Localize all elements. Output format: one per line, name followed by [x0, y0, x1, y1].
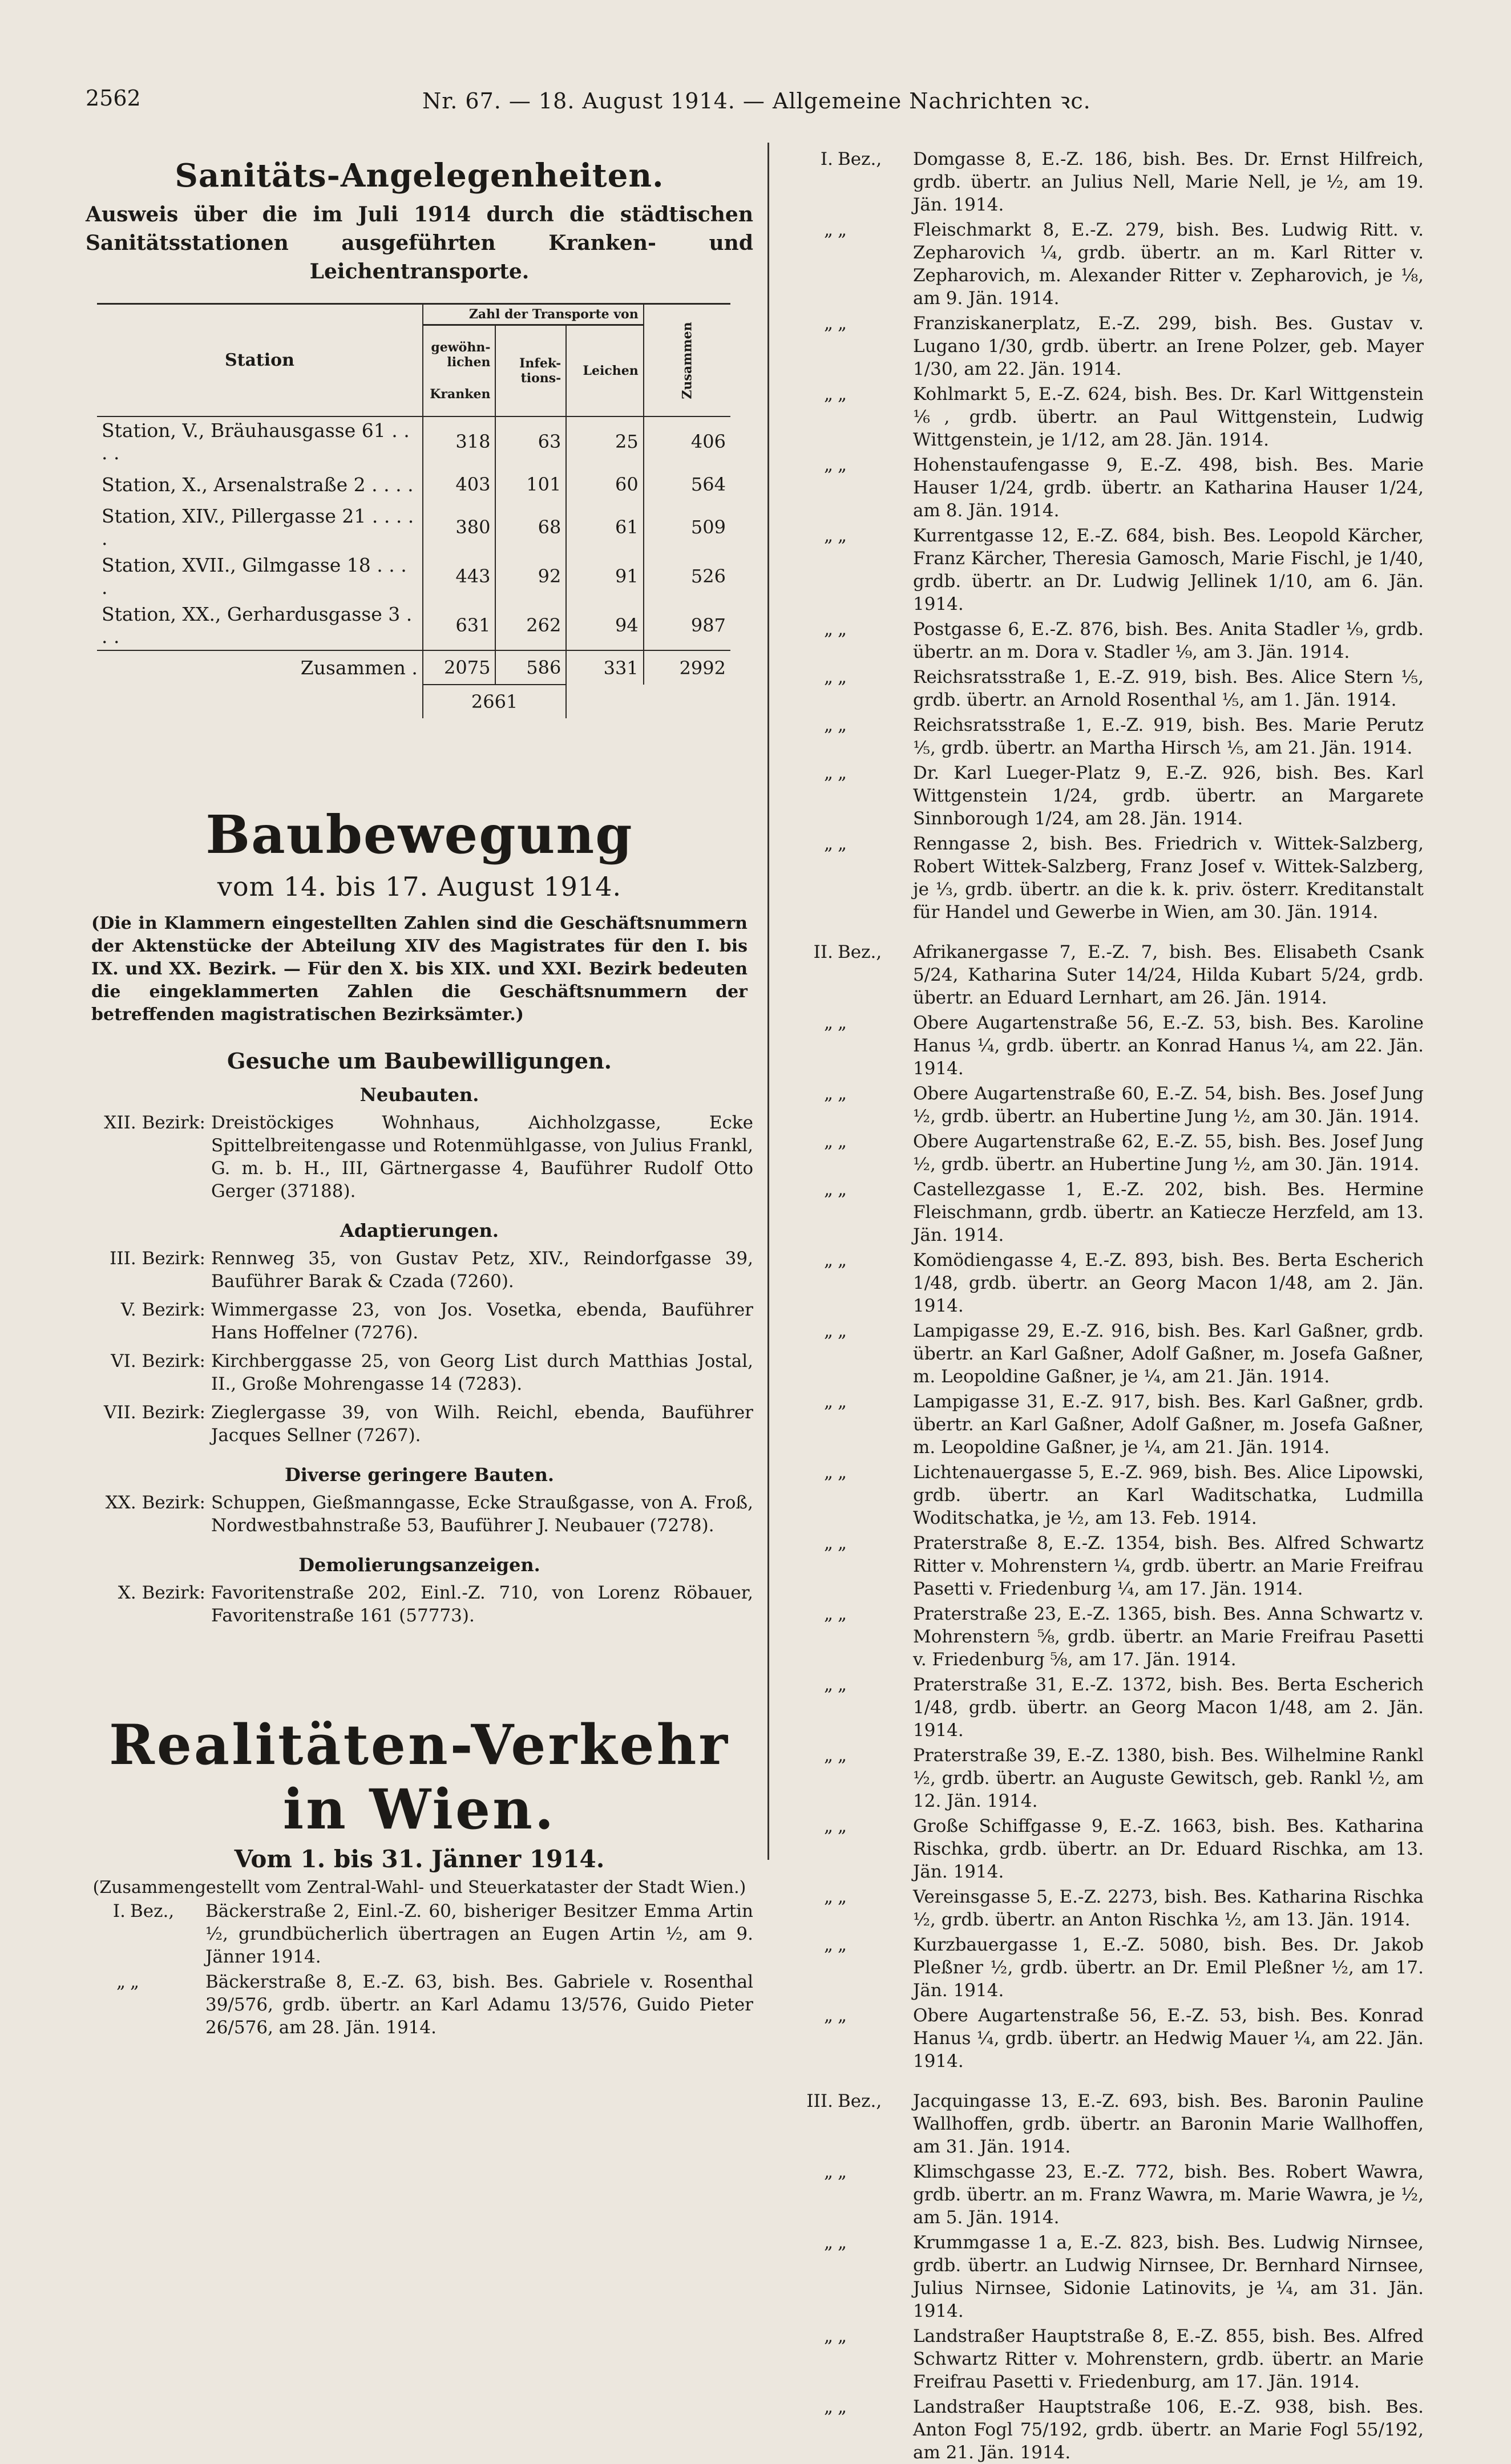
list-item [793, 1815, 1424, 1883]
baubewegung-note: (Die in Klammern eingestellten Zahlen sind die Geschäftsnummern der Aktenstücke der Abteilung XIV des Magistrates für den I. bis IX. und XX. Bezirk. — Für den X. bis XIX. und XXI. Bezirk bedeuten die eingeklammerten Zahlen die Geschäftsnummern der betreffenden magistratischen Bezirksämter.) [91, 913, 748, 1025]
bezirk-label: X. Bezirk: [118, 1583, 205, 1603]
entry-text: Obere Augartenstraße 62, E.-Z. 55, bish. Bes. Josef Jung ½, grdb. übertr. an Hubertine Jung ½, am 30. Jän. 1914. [913, 1131, 1424, 1175]
bezirk-abbrev: „ [838, 1131, 847, 1152]
bezirk-number: „ [823, 1083, 833, 1104]
entry-text: Afrikanergasse 7, E.-Z. 7, bish. Bes. Elisabeth Csank 5/24, Katharina Suter 14/24, Hilda Kubart 5/24, grdb. übertr. an Eduard Lernhart, am 26. Jän. 1914. [913, 942, 1424, 1008]
bezirk-number: „ [823, 1816, 833, 1836]
bezirk-key [86, 1971, 205, 2039]
bezirk-abbrev: „ [838, 455, 847, 475]
cell-zusammen: 526 [644, 552, 730, 601]
bezirk-abbrev: „ [838, 384, 847, 404]
entry-text: Renngasse 2, bish. Bes. Friedrich v. Wittek-Salzberg, Robert Wittek-Salzberg, Franz Josef v. Wittek-Salzberg, je ⅓, grdb. übertr. an die k. k. priv. österr. Kreditanstalt für Handel und Gewerbe in Wien, am 30. Jän. 1914. [913, 834, 1424, 923]
list-item [86, 1401, 753, 1447]
bezirk-key [793, 1390, 913, 1459]
bezirk-key [793, 941, 913, 1009]
bezirk-key [793, 714, 913, 759]
bezirk-abbrev: „ [838, 1083, 847, 1104]
entry-text: Reichsratsstraße 1, E.-Z. 919, bish. Bes. Alice Stern ⅕, grdb. übertr. an Arnold Rosenthal ⅕, am 1. Jän. 1914. [913, 667, 1424, 710]
bezirk-abbrev: „ [838, 1745, 847, 1766]
list-item [793, 2090, 1424, 2158]
bezirk-number: „ [116, 1972, 126, 1992]
entry-text: Reichsratsstraße 1, E.-Z. 919, bish. Bes. Marie Perutz ⅕, grdb. übertr. an Martha Hirsch ⅕, am 21. Jän. 1914. [913, 715, 1424, 758]
list-item [793, 1673, 1424, 1742]
list-item [793, 1082, 1424, 1128]
entry-text: Obere Augartenstraße 60, E.-Z. 54, bish. Bes. Josef Jung ½, grdb. übertr. an Hubertine Jung ½, am 30. Jän. 1914. [913, 1083, 1424, 1127]
bezirk-abbrev: Bez., [130, 1901, 175, 1921]
col-gew-header [423, 325, 496, 417]
list-item [793, 666, 1424, 711]
bezirk-key [793, 1461, 913, 1530]
bezirk-number: „ [823, 2326, 833, 2346]
bezirk-number: II. [813, 942, 833, 962]
bezirk-key [793, 618, 913, 663]
bezirk-number: „ [823, 1533, 833, 1553]
entry-text: Hohenstaufengasse 9, E.-Z. 498, bish. Bes. Marie Hauser 1/24, grdb. übertr. an Katharina Hauser 1/24, am 8. Jän. 1914. [913, 455, 1424, 521]
entry-text: Praterstraße 39, E.-Z. 1380, bish. Bes. Wilhelmine Rankl ½, grdb. übertr. an Auguste Gewitsch, geb. Rankl ½, am 12. Jän. 1914. [913, 1745, 1424, 1811]
bezirk-number: „ [823, 1131, 833, 1152]
entry-text: Castellezgasse 1, E.-Z. 202, bish. Bes. Hermine Fleischmann, grdb. übertr. an Katiecze Herzfeld, am 13. Jän. 1914. [913, 1179, 1424, 1245]
bezirk-abbrev: „ [130, 1972, 140, 1992]
entry-text: Klimschgasse 23, E.-Z. 772, bish. Bes. Robert Wawra, grdb. übertr. an m. Franz Wawra, m. Marie Wawra, je ½, am 5. Jän. 1914. [913, 2162, 1424, 2228]
sum-zusammen: 2992 [644, 650, 730, 685]
bezirk-number: III. [806, 2091, 833, 2111]
bezirk-label: XII. Bezirk: [104, 1112, 205, 1133]
spacer-cell [644, 685, 730, 718]
entry-text: Zieglergasse 39, von Wilh. Reichl, ebenda, Bauführer Jacques Sellner (7267). [211, 1402, 753, 1446]
entry-text: Vereinsgasse 5, E.-Z. 2273, bish. Bes. Katharina Rischka ½, grdb. übertr. an Anton Rischka ½, am 13. Jän. 1914. [913, 1887, 1424, 1930]
bezirk-number: „ [823, 1462, 833, 1483]
bezirk-number: „ [823, 2162, 833, 2182]
realitaeten-source: (Zusammengestellt vom Zentral-Wahl- und Steuerkataster der Stadt Wien.) [92, 1878, 746, 1897]
list-item [793, 383, 1424, 451]
bezirk-key [793, 2090, 913, 2158]
left-column [86, 145, 753, 2039]
bezirk-number: „ [823, 525, 833, 546]
list-item [793, 1130, 1424, 1176]
bezirk-abbrev: „ [838, 1013, 847, 1033]
diverse-heading: Diverse geringere Bauten. [285, 1464, 554, 1486]
adaptierungen-heading: Adaptierungen. [340, 1220, 499, 1241]
bezirk-key [793, 1130, 913, 1176]
cell-inf: 101 [495, 466, 566, 503]
bezirk-key [793, 1603, 913, 1671]
realitaeten-heading: Realitäten-Verkehr in Wien. [109, 1713, 730, 1842]
list-item [86, 1247, 753, 1293]
bezirk-abbrev: „ [838, 1674, 847, 1695]
bezirk-abbrev: „ [838, 1816, 847, 1836]
bezirk-abbrev: „ [838, 1391, 847, 1412]
demolierung-heading: Demolierungsanzeigen. [298, 1554, 540, 1576]
cell-gew: 318 [423, 416, 496, 466]
bezirk-abbrev: „ [838, 525, 847, 546]
list-item [793, 2396, 1424, 2464]
list-item [793, 2231, 1424, 2323]
bezirk-number: „ [823, 1391, 833, 1412]
bezirk-abbrev: „ [838, 1935, 847, 1955]
list-item [793, 714, 1424, 759]
bezirk-abbrev: „ [838, 1887, 847, 1907]
bezirk-key [793, 832, 913, 924]
cell-leichen: 91 [566, 552, 643, 601]
cell-leichen: 60 [566, 466, 643, 503]
entry-text: Kurzbauergasse 1, E.-Z. 5080, bish. Bes. Dr. Jakob Pleßner ½, grdb. übertr. an Dr. Emil Pleßner ½, am 17. Jän. 1914. [913, 1935, 1424, 2001]
bezirk-key [793, 2396, 913, 2464]
bezirk-abbrev: „ [838, 715, 847, 735]
bezirk-number: „ [823, 763, 833, 783]
bezirk-abbrev: Bez., [838, 942, 882, 962]
entry-text: Dr. Karl Lueger-Platz 9, E.-Z. 926, bish. Bes. Karl Wittgenstein 1/24, grdb. übertr. an Margarete Sinnborough 1/24, am 28. Jän. 1914. [913, 763, 1424, 829]
cell-zusammen: 987 [644, 601, 730, 650]
list-item [793, 941, 1424, 1009]
bezirk-abbrev: „ [838, 1533, 847, 1553]
list-item [793, 1744, 1424, 1812]
baubewegung-heading: Baubewegung [205, 804, 633, 865]
list-item [793, 1603, 1424, 1671]
bezirk-abbrev: „ [838, 2005, 847, 2026]
entry-text: Praterstraße 31, E.-Z. 1372, bish. Bes. Berta Escherich 1/48, grdb. übertr. an Georg Macon 1/48, am 2. Jän. 1914. [913, 1674, 1424, 1741]
list-item [793, 219, 1424, 310]
station-name: Station, XVII., Gilmgasse 18 . . . . [102, 554, 407, 598]
list-item [793, 1933, 1424, 2002]
entry-text: Landstraßer Hauptstraße 8, E.-Z. 855, bish. Bes. Alfred Schwartz Ritter v. Mohrenstern, grdb. übertr. an Marie Freifrau Pasetti v. Friedenburg, am 17. Jän. 1914. [913, 2326, 1424, 2392]
bezirk-key [793, 1012, 913, 1080]
gesuche-heading: Gesuche um Baubewilligungen. [227, 1048, 612, 1074]
table-sum-row [97, 650, 730, 685]
list-item [793, 148, 1424, 216]
cell-gew: 631 [423, 601, 496, 650]
bezirk-label: XX. Bezirk: [105, 1492, 205, 1513]
cell-inf: 262 [495, 601, 566, 650]
bezirk-abbrev: „ [838, 313, 847, 334]
bezirk-number: „ [823, 1935, 833, 1955]
bezirk-number: „ [823, 1179, 833, 1200]
entry-text: Krummgasse 1 a, E.-Z. 823, bish. Bes. Ludwig Nirnsee, grdb. übertr. an Ludwig Nirnsee, Dr. Bernhard Nirnsee, Julius Nirnsee, Sidonie Latinovits, je ¼, am 31. Jän. 1914. [913, 2232, 1424, 2321]
list-item [86, 1581, 753, 1627]
bezirk-number: „ [823, 384, 833, 404]
cell-leichen: 25 [566, 416, 643, 466]
sum-gew: 2075 [423, 650, 496, 685]
cell-zusammen: 509 [644, 503, 730, 552]
bezirk-number: „ [823, 220, 833, 240]
sanitaet-heading: Sanitäts-Angelegenheiten. [175, 157, 664, 195]
bezirk-key [793, 2325, 913, 2393]
bezirk-key [793, 1249, 913, 1317]
bezirk-key [793, 383, 913, 451]
list-item [86, 1350, 753, 1395]
cell-zusammen: 564 [644, 466, 730, 503]
list-item [86, 1298, 753, 1344]
list-item [793, 2160, 1424, 2229]
bezirk-abbrev: „ [838, 1250, 847, 1271]
entry-text: Praterstraße 23, E.-Z. 1365, bish. Bes. Anna Schwartz v. Mohrenstern ⅝, grdb. übertr. an Marie Freifrau Pasetti v. Friedenburg ⅝, am 17. Jän. 1914. [913, 1604, 1424, 1670]
entry-text: Lampigasse 29, E.-Z. 916, bish. Bes. Karl Gaßner, grdb. übertr. an Karl Gaßner, Adolf Gaßner, m. Josefa Gaßner, m. Leopoldine Gaßner, je ¼, am 21. Jän. 1914. [913, 1321, 1424, 1387]
bezirk-label: V. Bezirk: [120, 1300, 205, 1320]
column-divider [767, 143, 769, 1860]
list-item [793, 1886, 1424, 1931]
bezirk-key [793, 1178, 913, 1247]
bezirk-number: I. [112, 1901, 126, 1921]
col-gew-label: gewöhn-lichen [431, 340, 491, 370]
bezirk-number: „ [823, 1887, 833, 1907]
bezirk-number: „ [823, 1250, 833, 1271]
list-item [793, 524, 1424, 616]
list-item [793, 312, 1424, 381]
entry-text: Lampigasse 31, E.-Z. 917, bish. Bes. Karl Gaßner, grdb. übertr. an Karl Gaßner, Adolf Gaßner, m. Josefa Gaßner, m. Leopoldine Gaßner, je ¼, am 21. Jän. 1914. [913, 1391, 1424, 1458]
list-item [793, 762, 1424, 830]
entry-text: Jacquingasse 13, E.-Z. 693, bish. Bes. Baronin Pauline Wallhoffen, grdb. übertr. an Baronin Marie Wallhoffen, am 31. Jän. 1914. [913, 2091, 1424, 2157]
entry-text: Obere Augartenstraße 56, E.-Z. 53, bish. Bes. Konrad Hanus ¼, grdb. übertr. an Hedwig Mauer ¼, am 22. Jän. 1914. [913, 2005, 1424, 2071]
cell-inf: 63 [495, 416, 566, 466]
realitaeten-left-list [86, 1900, 753, 2039]
bezirk-abbrev: „ [838, 2397, 847, 2417]
transport-table [97, 303, 730, 718]
entry-text: Franziskanerplatz, E.-Z. 299, bish. Bes. Gustav v. Lugano 1/30, grdb. übertr. an Irene Polzer, geb. Mayer 1/30, am 22. Jän. 1914. [913, 313, 1424, 379]
list-item [86, 1491, 753, 1537]
entry-text: Favoritenstraße 202, Einl.-Z. 710, von Lorenz Röbauer, Favoritenstraße 161 (57773). [211, 1583, 753, 1626]
bezirk-abbrev: „ [838, 220, 847, 240]
table-row [97, 416, 730, 466]
bezirk-key [793, 666, 913, 711]
entry-text: Kohlmarkt 5, E.-Z. 624, bish. Bes. Dr. Karl Wittgenstein ⅙, grdb. übertr. an Paul Wittgenstein, Ludwig Wittgenstein, je 1/12, am 28. Jän. 1914. [913, 384, 1424, 450]
bezirk-abbrev: Bez., [838, 149, 882, 169]
bezirk-number: „ [823, 715, 833, 735]
bezirk-abbrev: „ [838, 1179, 847, 1200]
bezirk-abbrev: „ [838, 667, 847, 687]
bezirk-key [793, 2160, 913, 2229]
bezirk-abbrev: „ [838, 2326, 847, 2346]
page-number: 2562 [86, 86, 141, 111]
bezirk-abbrev: „ [838, 2232, 847, 2253]
bezirk-key [793, 1886, 913, 1931]
list-item [793, 2325, 1424, 2393]
bezirk-key [793, 1673, 913, 1742]
cell-inf: 68 [495, 503, 566, 552]
bezirk-abbrev: „ [838, 1321, 847, 1341]
entry-text: Fleischmarkt 8, E.-Z. 279, bish. Bes. Ludwig Ritt. v. Zepharovich ¼, grdb. übertr. an m. Karl Ritter v. Zepharovich, m. Alexander Ritter v. Zepharovich, je ⅛, am 9. Jän. 1914. [913, 220, 1424, 309]
table-row [97, 466, 730, 503]
list-item [793, 454, 1424, 522]
col-leichen-header: Leichen [566, 325, 643, 417]
bezirk-key [793, 524, 913, 616]
bezirk-abbrev: „ [838, 2162, 847, 2182]
bezirk-key [793, 1815, 913, 1883]
entry-text: Kirchberggasse 25, von Georg List durch Matthias Jostal, II., Große Mohrengasse 14 (7283). [211, 1351, 753, 1394]
bezirk-abbrev: „ [838, 1604, 847, 1624]
col-kranken-label: Kranken [430, 387, 491, 402]
running-title: Nr. 67. — 18. August 1914. — Allgemeine Nachrichten ꝛc. [422, 88, 1091, 114]
entry-text: Praterstraße 8, E.-Z. 1354, bish. Bes. Alfred Schwartz Ritter v. Mohrenstern ¼, grdb. übertr. an Marie Freifrau Pasetti v. Friedenburg ¼, am 17. Jän. 1914. [913, 1533, 1424, 1599]
list-item [86, 1900, 753, 1968]
entry-text: Schuppen, Gießmanngasse, Ecke Straußgasse, von A. Froß, Nordwestbahnstraße 53, Bauführer J. Neubauer (7278). [211, 1492, 753, 1536]
bezirk-abbrev: Bez., [838, 2091, 882, 2111]
bezirk-abbrev: „ [838, 834, 847, 854]
list-item [793, 1390, 1424, 1459]
sum-label: Zusammen . [97, 650, 423, 685]
bezirk-abbrev: „ [838, 1462, 847, 1483]
col-zahl-header: Zahl der Transporte von [423, 304, 644, 325]
list-item [793, 618, 1424, 663]
entry-text: Komödiengasse 4, E.-Z. 893, bish. Bes. Berta Escherich 1/48, grdb. übertr. an Georg Macon 1/48, am 2. Jän. 1914. [913, 1250, 1424, 1316]
bezirk-key [793, 2004, 913, 2073]
entry-text: Obere Augartenstraße 56, E.-Z. 53, bish. Bes. Karoline Hanus ¼, grdb. übertr. an Konrad Hanus ¼, am 22. Jän. 1914. [913, 1013, 1424, 1079]
cell-leichen: 61 [566, 503, 643, 552]
entry-text: Lichtenauergasse 5, E.-Z. 969, bish. Bes. Alice Lipowski, grdb. übertr. an Karl Waditschatka, Ludmilla Woditschatka, je ½, am 13. Feb. 1914. [913, 1462, 1424, 1528]
bezirk-key [793, 312, 913, 381]
entry-text: Bäckerstraße 8, E.-Z. 63, bish. Bes. Gabriele v. Rosenthal 39/576, grdb. übertr. an Karl Adamu 13/576, Guido Pieter 26/576, am 28. Jän. 1914. [205, 1972, 753, 2038]
bezirk-key [793, 1320, 913, 1388]
bezirk-number: „ [823, 1745, 833, 1766]
bezirk-number: „ [823, 455, 833, 475]
list-item [793, 832, 1424, 924]
bezirk-key [793, 1933, 913, 2002]
entry-text: Große Schiffgasse 9, E.-Z. 1663, bish. Bes. Katharina Rischka, grdb. übertr. an Dr. Eduard Rischka, am 13. Jän. 1914. [913, 1816, 1424, 1882]
list-item [793, 1532, 1424, 1600]
bezirk-number: „ [823, 2005, 833, 2026]
table-row [97, 503, 730, 552]
list-item [86, 1971, 753, 2039]
col-inf-header: Infek-tions- [495, 325, 566, 417]
bezirk-number: „ [823, 1604, 833, 1624]
bezirk-key [793, 1082, 913, 1128]
list-item [793, 1178, 1424, 1247]
sum-inf: 586 [495, 650, 566, 685]
entry-text: Rennweg 35, von Gustav Petz, XIV., Reindorfgasse 39, Bauführer Barak & Czada (7260). [211, 1248, 753, 1292]
station-name: Station, XX., Gerhardusgasse 3 . . . [102, 603, 413, 648]
bezirk-number: „ [823, 1674, 833, 1695]
neubauten-heading: Neubauten. [359, 1084, 479, 1106]
spacer-cell [97, 685, 423, 718]
bezirk-number: „ [823, 313, 833, 334]
bezirk-key [793, 219, 913, 310]
entry-text: Landstraßer Hauptstraße 106, E.-Z. 938, bish. Bes. Anton Fogl 75/192, grdb. übertr. an Marie Fogl 55/192, am 21. Jän. 1914. [913, 2397, 1424, 2463]
bezirk-key [793, 148, 913, 216]
table-header-row [97, 304, 730, 325]
cell-leichen: 94 [566, 601, 643, 650]
list-item [793, 1461, 1424, 1530]
entry-text: Bäckerstraße 2, Einl.-Z. 60, bisheriger Besitzer Emma Artin ½, grundbücherlich übertragen an Eugen Artin ½, am 9. Jänner 1914. [205, 1901, 753, 1967]
bezirk-label: VI. Bezirk: [111, 1351, 205, 1371]
entry-text: Wimmergasse 23, von Jos. Vosetka, ebenda, Bauführer Hans Hoffelner (7276). [211, 1300, 753, 1343]
bezirk-number: „ [823, 2397, 833, 2417]
cell-zusammen: 406 [644, 416, 730, 466]
cell-inf: 92 [495, 552, 566, 601]
list-item [793, 1320, 1424, 1388]
cell-gew: 380 [423, 503, 496, 552]
bezirk-key [86, 1900, 205, 1968]
bezirk-key [793, 2231, 913, 2323]
list-item [793, 1012, 1424, 1080]
bezirk-key [793, 1532, 913, 1600]
right-column [793, 145, 1424, 2464]
col-zusammen-header [644, 304, 730, 417]
table-row [97, 601, 730, 650]
section-gap [793, 2073, 1424, 2087]
bezirk-number: „ [823, 1013, 833, 1033]
list-item [86, 1111, 753, 1203]
cell-gew: 443 [423, 552, 496, 601]
bezirk-number: „ [823, 619, 833, 640]
station-name: Station, V., Bräuhausgasse 61 . . . . [102, 419, 410, 464]
realitaeten-right-list [793, 148, 1424, 2464]
bezirk-number: I. [820, 149, 833, 169]
entry-text: Postgasse 6, E.-Z. 876, bish. Bes. Anita Stadler ⅑, grdb. übertr. an m. Dora v. Stadler ⅑, am 3. Jän. 1914. [913, 619, 1424, 662]
entry-text: Dreistöckiges Wohnhaus, Aichholzgasse, Ecke Spittelbreitengasse und Rotenmühlgasse, von Julius Frankl, G. m. b. H., III, Gärtnergasse 4, Bauführer Rudolf Otto Gerger (37188). [211, 1112, 753, 1201]
list-item [793, 1249, 1424, 1317]
baubewegung-date: vom 14. bis 17. August 1914. [217, 871, 622, 902]
cell-gew: 403 [423, 466, 496, 503]
bezirk-key [793, 454, 913, 522]
spacer-cell [566, 685, 643, 718]
sanitaet-subtitle: Ausweis über die im Juli 1914 durch die städtischen Sanitätsstationen ausgeführten Kranken- und Leichentransporte. [86, 203, 753, 284]
section-gap [793, 924, 1424, 938]
col-zusammen-label: Zusammen [680, 321, 695, 399]
entry-text: Kurrentgasse 12, E.-Z. 684, bish. Bes. Leopold Kärcher, Franz Kärcher, Theresia Gamosch, Marie Fischl, je 1/40, grdb. übertr. an Dr. Ludwig Jellinek 1/10, am 6. Jän. 1914. [913, 525, 1424, 614]
station-name: Station, XIV., Pillergasse 21 . . . . . [102, 505, 414, 549]
running-header [86, 86, 1421, 120]
bezirk-number: „ [823, 667, 833, 687]
station-name: Station, X., Arsenalstraße 2 . . . . [102, 473, 414, 496]
bezirk-abbrev: „ [838, 763, 847, 783]
bezirk-number: „ [823, 1321, 833, 1341]
bezirk-label: VII. Bezirk: [103, 1402, 205, 1423]
col-station-header: Station [97, 304, 423, 417]
realitaeten-period: Vom 1. bis 31. Jänner 1914. [234, 1845, 605, 1873]
entry-text: Domgasse 8, E.-Z. 186, bish. Bes. Dr. Ernst Hilfreich, grdb. übertr. an Julius Nell, Marie Nell, je ½, am 19. Jän. 1914. [913, 149, 1424, 215]
bezirk-key [793, 762, 913, 830]
table-row [97, 552, 730, 601]
bezirk-key [793, 1744, 913, 1812]
table-kranken-total-row [97, 685, 730, 718]
bezirk-abbrev: „ [838, 619, 847, 640]
bezirk-number: „ [823, 834, 833, 854]
bezirk-label: III. Bezirk: [110, 1248, 205, 1269]
kranken-total: 2661 [423, 685, 566, 718]
list-item [793, 2004, 1424, 2073]
sum-leichen: 331 [566, 650, 643, 685]
bezirk-number: „ [823, 2232, 833, 2253]
